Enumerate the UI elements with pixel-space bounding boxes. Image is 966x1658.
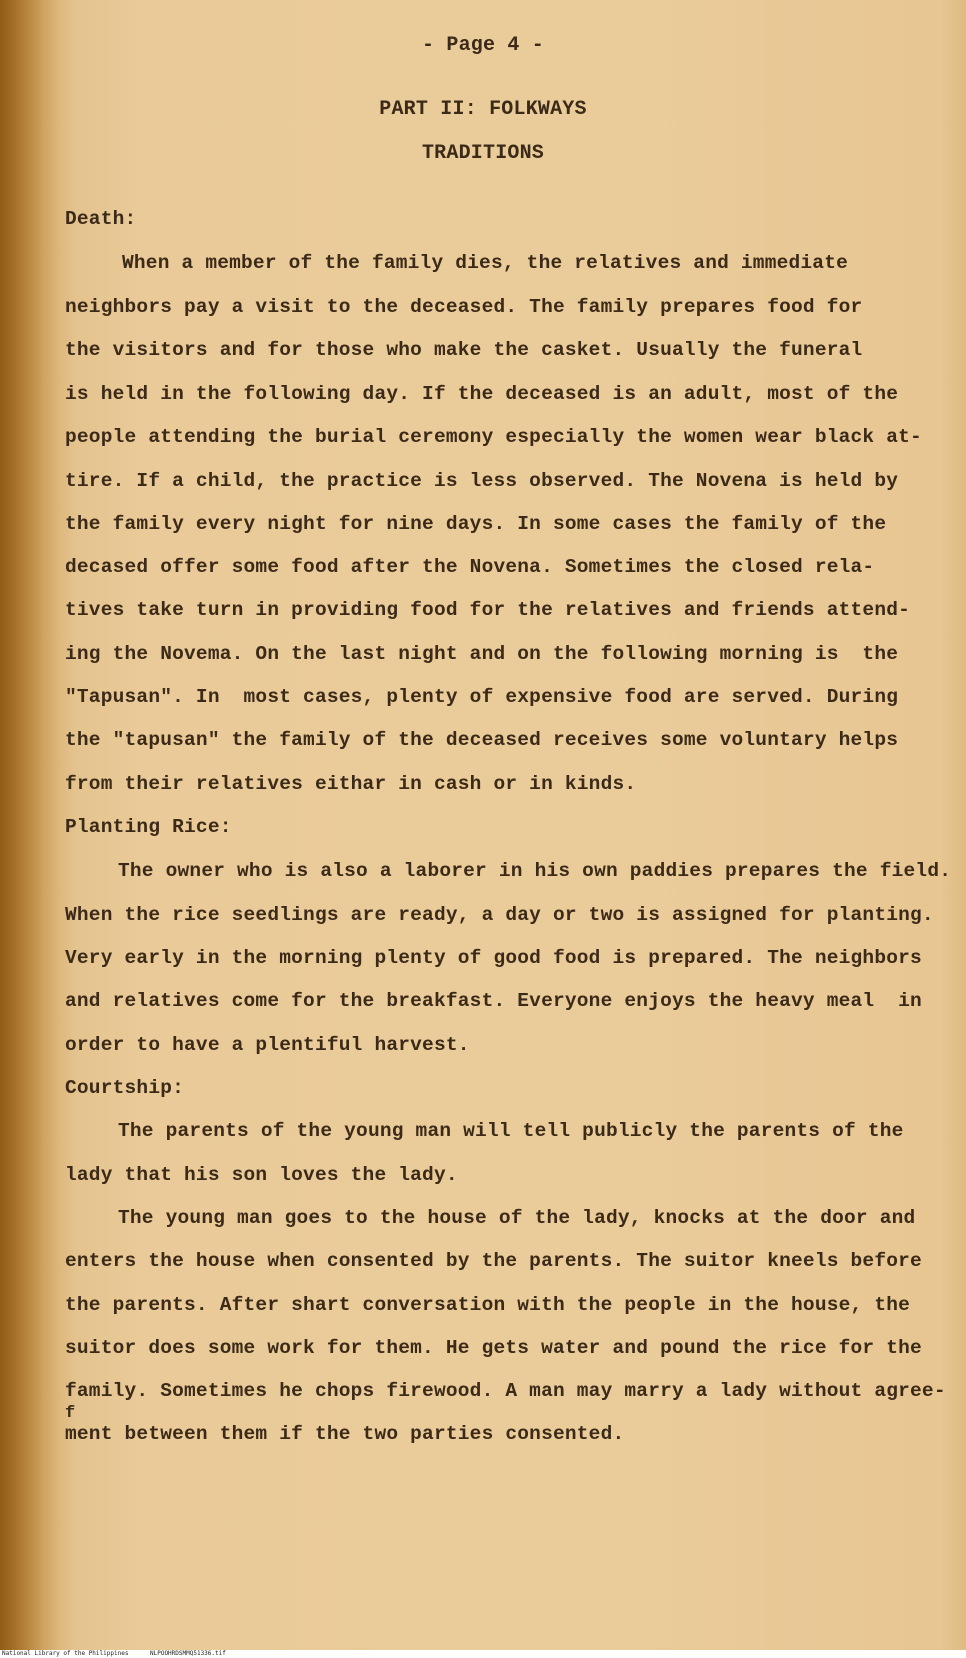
death-line: the visitors and for those who make the casket. Usually the funeral xyxy=(65,339,863,361)
footer-institution: National Library of the Philippines xyxy=(2,1650,129,1657)
death-line: is held in the following day. If the deceased is an adult, most of the xyxy=(65,383,899,405)
death-line: tives take turn in providing food for the relatives and friends attend- xyxy=(65,599,911,621)
courtship-heading: Courtship: xyxy=(65,1077,185,1099)
death-line: decased offer some food after the Novena. Sometimes the closed rela- xyxy=(65,556,875,578)
courtship-line: suitor does some work for them. He gets water and pound the rice for the xyxy=(65,1337,922,1359)
stray-typed-mark: f xyxy=(65,1404,76,1423)
death-line: the "tapusan" the family of the deceased receives some voluntary helps xyxy=(65,729,899,751)
courtship-line: the parents. After shart conversation with the people in the house, the xyxy=(65,1294,911,1316)
planting-rice-line: order to have a plentiful harvest. xyxy=(65,1034,470,1056)
courtship-line: The young man goes to the house of the lady, knocks at the door and xyxy=(118,1207,916,1229)
death-line: ing the Novema. On the last night and on the following morning is the xyxy=(65,643,899,665)
planting-rice-line: When the rice seedlings are ready, a day or two is assigned for planting. xyxy=(65,904,934,926)
page-spine-shadow xyxy=(0,0,60,1650)
page-number-header: - Page 4 - xyxy=(421,34,545,57)
courtship-line: The parents of the young man will tell publicly the parents of the xyxy=(118,1120,904,1142)
death-line: people attending the burial ceremony especially the women wear black at- xyxy=(65,426,922,448)
courtship-line: enters the house when consented by the parents. The suitor kneels before xyxy=(65,1250,922,1272)
death-line: the family every night for nine days. In some cases the family of the xyxy=(65,513,887,535)
planting-rice-line: The owner who is also a laborer in his own paddies prepares the field. xyxy=(118,860,952,882)
death-line: tire. If a child, the practice is less observed. The Novena is held by xyxy=(65,470,899,492)
part-title: PART II: FOLKWAYS xyxy=(379,98,587,121)
planting-rice-line: Very early in the morning plenty of good food is prepared. The neighbors xyxy=(65,947,922,969)
section-title: TRADITIONS xyxy=(421,142,545,165)
death-line: "Tapusan". In most cases, plenty of expensive food are served. During xyxy=(65,686,899,708)
scan-footer xyxy=(0,1650,966,1658)
courtship-line: family. Sometimes he chops firewood. A man may marry a lady without agree- xyxy=(65,1380,946,1402)
death-heading: Death: xyxy=(65,208,137,230)
planting-rice-line: and relatives come for the breakfast. Everyone enjoys the heavy meal in xyxy=(65,990,922,1012)
footer-file-id: NLPOOHRDSMMQ51336.tif xyxy=(150,1650,226,1657)
courtship-line: ment between them if the two parties consented. xyxy=(65,1423,625,1445)
planting-rice-heading: Planting Rice: xyxy=(65,816,232,838)
death-line: from their relatives eithar in cash or in kinds. xyxy=(65,773,637,795)
death-line: neighbors pay a visit to the deceased. The family prepares food for xyxy=(65,296,863,318)
death-line: When a member of the family dies, the relatives and immediate xyxy=(122,252,849,274)
courtship-line: lady that his son loves the lady. xyxy=(65,1164,458,1186)
